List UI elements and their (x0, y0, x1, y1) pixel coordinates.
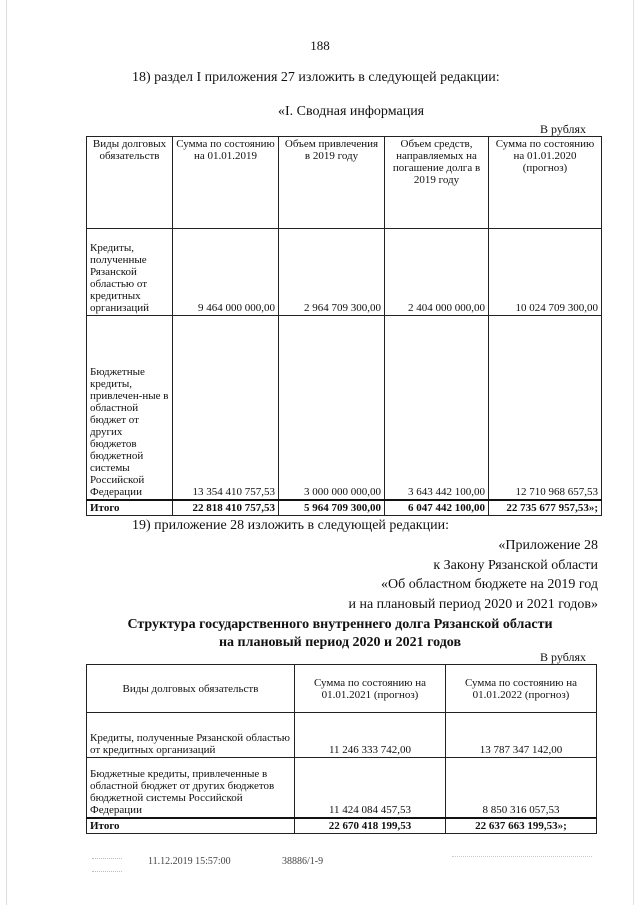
total-row (87, 818, 597, 834)
total-label: Итого (87, 500, 173, 516)
cell-value: 3 000 000 000,00 (279, 316, 385, 500)
summary-table (86, 136, 602, 516)
cell-value: 11 424 084 457,53 (295, 758, 446, 818)
col-header: Сумма по состоянию на 01.01.2021 (прогноз) (295, 665, 446, 713)
appendix-line: «Об областном бюджете на 2019 год (381, 577, 598, 592)
appendix-line: и на плановый период 2020 и 2021 годов» (348, 596, 598, 612)
unit-label-1: В рублях (540, 122, 587, 136)
total-value: 22 735 677 957,53»; (489, 500, 602, 516)
cell-value: 11 246 333 742,00 (295, 713, 446, 758)
col-header: Объем средств, направляемых на погашение долга в 2019 году (385, 137, 489, 229)
table-header-row (87, 665, 597, 713)
cell-value: 10 024 709 300,00 (489, 229, 602, 316)
table-header-row (87, 137, 602, 229)
table-row (87, 713, 597, 758)
total-value: 22 637 663 199,53»; (446, 818, 597, 834)
col-header: Сумма по состоянию на 01.01.2022 (прогноз) (446, 665, 597, 713)
cell-value: 8 850 316 057,53 (446, 758, 597, 818)
row-label: Бюджетные кредиты, привлеченные в областной бюджет от других бюджетов бюджетной системы Российской Федерации (87, 758, 295, 818)
total-value: 22 670 418 199,53 (295, 818, 446, 834)
col-header: Объем привлечения в 2019 году (279, 137, 385, 229)
col-header: Сумма по состоянию на 01.01.2019 (173, 137, 279, 229)
debt-structure-heading (0, 616, 640, 652)
cell-value: 2 964 709 300,00 (279, 229, 385, 316)
col-header: Виды долговых обязательств (87, 665, 295, 713)
unit-label-2: В рублях (540, 650, 587, 664)
col-header: Сумма по состоянию на 01.01.2020 (прогноз) (489, 137, 602, 229)
table-row (87, 758, 597, 818)
heading-line: Структура государственного внутреннего долга Рязанской области (127, 617, 553, 632)
page-number: 188 (310, 38, 330, 53)
table-row (87, 229, 602, 316)
cell-value: 2 404 000 000,00 (385, 229, 489, 316)
total-value: 5 964 709 300,00 (279, 500, 385, 516)
section-title: «I. Сводная информация (278, 104, 425, 119)
footer-code: 38886/1-9 (282, 856, 324, 867)
barcode-mark (92, 858, 122, 872)
item-19-text: 19) приложение 28 изложить в следующей редакции: (132, 518, 449, 533)
row-label: Бюджетные кредиты, привлечен-ные в областной бюджет от других бюджетов бюджетной системы Российской Федерации (87, 316, 173, 500)
total-value: 6 047 442 100,00 (385, 500, 489, 516)
cell-value: 3 643 442 100,00 (385, 316, 489, 500)
total-value: 22 818 410 757,53 (173, 500, 279, 516)
appendix-line: к Закону Рязанской области (433, 557, 598, 573)
col-header: Виды долговых обязательств (87, 137, 173, 229)
cell-value: 13 354 410 757,53 (173, 316, 279, 500)
cell-value: 12 710 968 657,53 (489, 316, 602, 500)
appendix-line: «Приложение 28 (498, 538, 598, 553)
item-18-text: 18) раздел I приложения 27 изложить в следующей редакции: (132, 70, 500, 85)
table-row (87, 316, 602, 500)
row-label: Кредиты, полученные Рязанской областью от кредитных организаций (87, 713, 295, 758)
heading-line: на плановый период 2020 и 2021 годов (218, 635, 462, 650)
page-edge-left (6, 0, 7, 905)
total-label: Итого (87, 818, 295, 834)
faint-stamp-mark (452, 856, 592, 867)
footer-date: 11.12.2019 15:57:00 (148, 856, 231, 867)
page-edge-right (633, 0, 634, 905)
cell-value: 9 464 000 000,00 (173, 229, 279, 316)
appendix-caption (348, 536, 598, 614)
row-label: Кредиты, полученные Рязанской областью от кредитных организаций (87, 229, 173, 316)
debt-structure-table (86, 664, 597, 834)
total-row (87, 500, 602, 516)
cell-value: 13 787 347 142,00 (446, 713, 597, 758)
